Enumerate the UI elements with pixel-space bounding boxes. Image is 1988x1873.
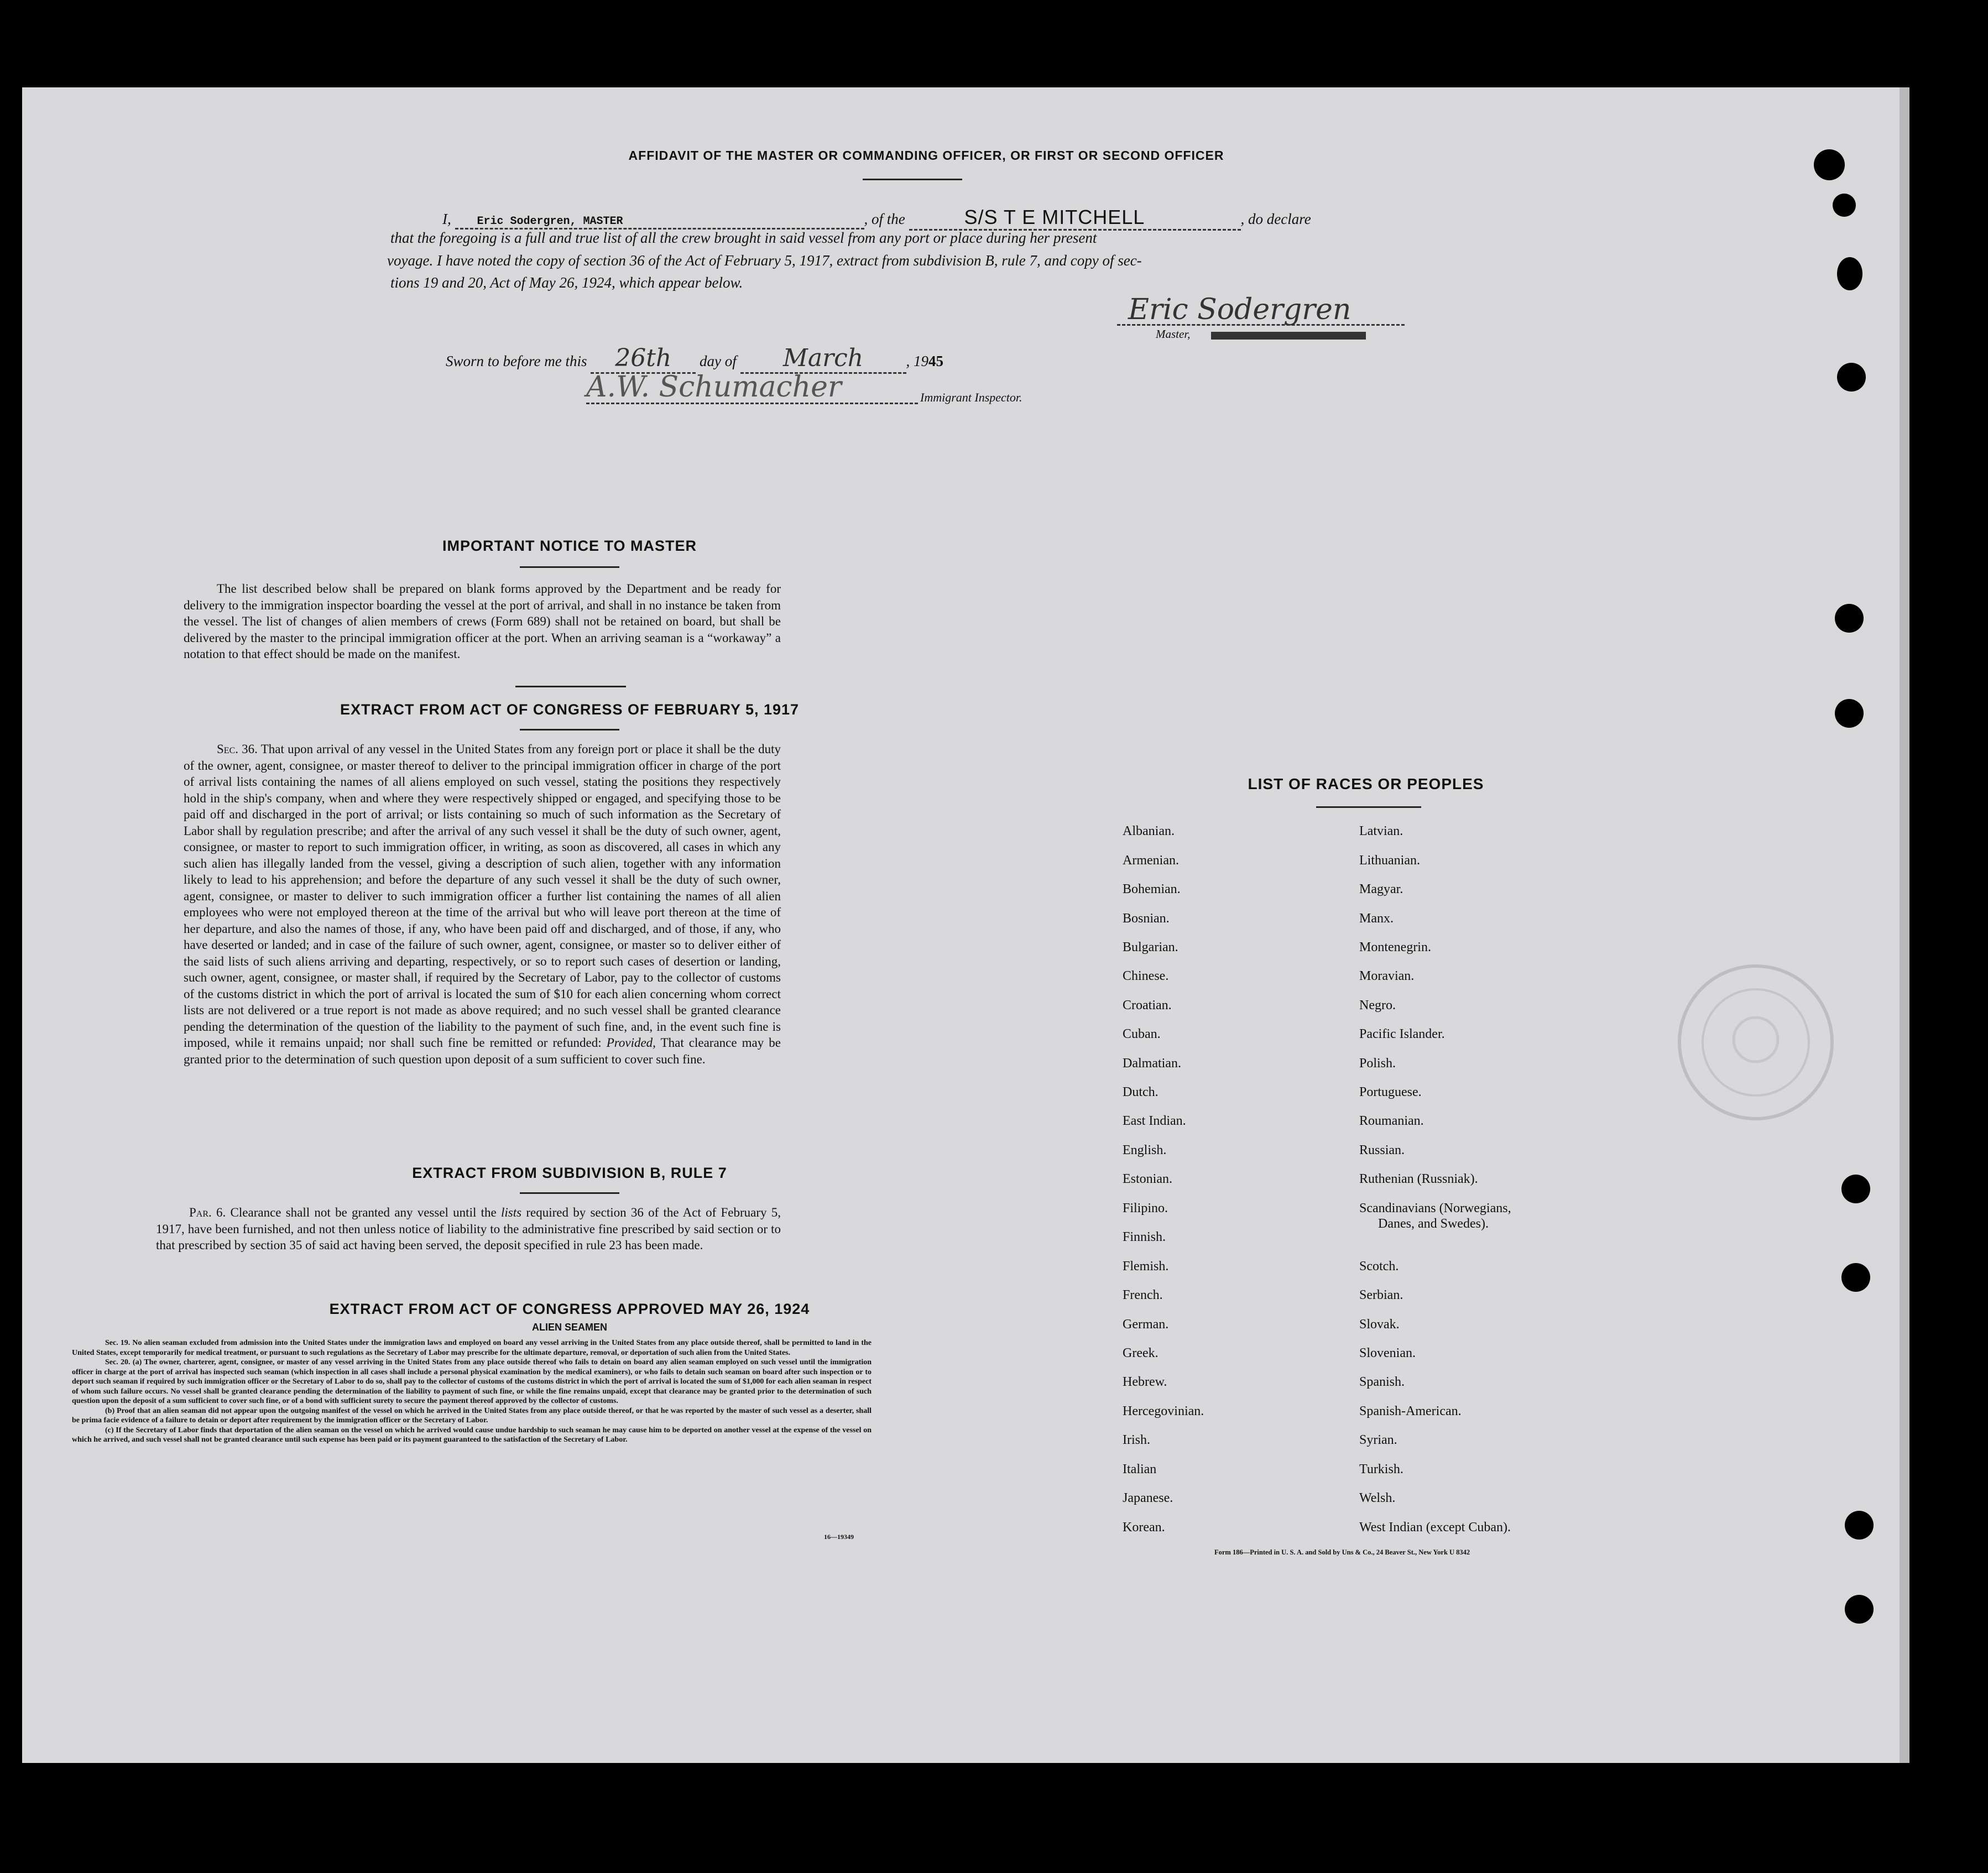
year-prefix: , 19 [906, 353, 928, 369]
paragraph-6-label: Par. 6. [189, 1206, 226, 1219]
master-name [455, 215, 864, 229]
race-item: Italian [1123, 1462, 1157, 1477]
declaration-line-4: tions 19 and 20, Act of May 26, 1924, which appear below. [390, 274, 743, 291]
race-item: Portuguese. [1359, 1085, 1422, 1099]
race-item: Bohemian. [1123, 882, 1181, 896]
punch-hole [1841, 1263, 1870, 1292]
form-code: 16—19349 [824, 1533, 854, 1541]
sworn-day [591, 344, 696, 374]
section-36-label: Sec. 36. [217, 742, 258, 756]
race-item: Russian. [1359, 1143, 1405, 1157]
extract-1917-text [184, 741, 781, 1067]
punch-hole [1841, 1175, 1870, 1203]
punch-hole [1835, 604, 1864, 633]
notice-text [184, 581, 781, 662]
section-20a: Sec. 20. (a) The owner, charterer, agent, consignee, or master of any vessel arriving in the United States from any place outside thereof who fails to detain on board any alien seaman employed on such vessel until the immigration officer in charge at the port of arrival has inspected such seaman (which inspection in all cases shall include a personal physical examination by the medical examiners), or who fails to detain such seaman on board after such inspection or to deport such seaman if required by such immigration officer or the Secretary of Labor to do so, shall pay to the collector of customs of the customs district in which the port of arrival is located the sum of $1,000 for each alien seaman in respect of whom such failure occurs. No vessel shall be granted clearance pending the determination of the liability to payment of such fine, or while the fine remains unpaid, except that clearance may be granted prior to the determination of such question upon the deposit of a sum sufficient to cover such fine, or of a bond with sufficient surety to secure the payment thereof approved by the collector of customs. [72, 1358, 872, 1405]
rule-7-title: EXTRACT FROM SUBDIVISION B, RULE 7 [412, 1165, 727, 1181]
section-20c: (c) If the Secretary of Labor finds that deportation of the alien seaman on the vessel on which he arrived would cause undue hardship to such seaman he may cause him to be deported on another vessel at the expense of the vessel on which he arrived, and such vessel shall not be granted clearance until such expense has been paid or its payment guaranteed to the satisfaction of the Secretary of Labor. [72, 1426, 872, 1444]
races-rule [1316, 806, 1421, 808]
master-caption: Master, [1156, 327, 1191, 341]
inspector-signature: A.W. Schumacher [586, 371, 842, 404]
master-signature: Eric Sodergren [1128, 293, 1352, 326]
race-item: Montenegrin. [1359, 940, 1431, 954]
section-36-text: That upon arrival of any vessel in the United States from any foreign port or place it shall be the duty of the owner, agent, consignee, or master thereof to deliver to the principal immigration officer in charge of the port of arrival lists containing the names of all aliens employed on such vessel, stating the positions they respectively hold in the ship's company, when and where they were respectively shipped or engaged, and specifying those to be paid off and discharged in the port of arrival; or lists containing so much of such information as the Secretary of Labor shall by regulation prescribe; and after the arrival of any such vessel it shall be the duty of such owner, agent, consignee, or master to report to such immigration officer, in writing, as soon as discovered, all cases in which any such alien has illegally landed from the vessel, giving a description of such alien, together with any information likely to lead to his apprehension; and before the departure of any such vessel it shall be the duty of such owner, agent, consignee, or master to deliver to such immigration officer a further list containing the names of all alien employees who were not employed thereon at the time of the arrival but who will leave port thereon at the time of her departure, and also the names of those, if any, who have been paid off and discharged, and of those, if any, who have deserted or landed; and in case of the failure of such owner, agent, consignee, or master so to deliver either of the said lists of such aliens arriving and departing, respectively, or so to report such cases of desertion or landing, such owner, agent, consignee, or master shall, if required by the Secretary of Labor, pay to the collector of customs of the customs district in which the port of arrival is located the sum of $10 for each alien concerning whom correct lists are not delivered or a true report is not made as above required; and no such vessel shall be granted clearance pending the determination of the question of the liability to the payment of such fine, and, in the event such fine is imposed, while it remains unpaid; nor shall such fine be remitted or refunded: [184, 742, 781, 1050]
race-item: Roumanian. [1359, 1114, 1424, 1128]
race-item: Korean. [1123, 1520, 1165, 1535]
provided-label: Provided, [606, 1036, 656, 1050]
punch-hole [1837, 363, 1866, 392]
vessel-name [909, 206, 1241, 231]
race-item: Flemish. [1123, 1259, 1169, 1274]
race-item: East Indian. [1123, 1114, 1186, 1128]
i-label: I, [442, 211, 451, 227]
inspector-signature-line [586, 403, 918, 404]
race-item: Moravian. [1359, 969, 1415, 983]
race-item: Cuban. [1123, 1027, 1161, 1041]
races-title: LIST OF RACES OR PEOPLES [1248, 775, 1484, 792]
race-item: Slovenian. [1359, 1346, 1416, 1360]
declaration-line-1 [442, 206, 1311, 231]
race-item: Hebrew. [1123, 1375, 1167, 1389]
race-item: Pacific Islander. [1359, 1027, 1445, 1041]
race-item: Syrian. [1359, 1433, 1397, 1447]
race-item: Slovak. [1359, 1317, 1400, 1332]
race-item: Serbian. [1359, 1288, 1403, 1302]
of-the-label: , of the [864, 211, 905, 227]
race-item: Spanish. [1359, 1375, 1405, 1389]
sworn-day-text: 26th [615, 344, 672, 372]
race-item: Lithuanian. [1359, 853, 1420, 868]
master-name-text: Eric Sodergren, MASTER [477, 215, 623, 228]
lists-word: lists [500, 1206, 522, 1219]
race-item: Chinese. [1123, 969, 1169, 983]
race-item: Estonian. [1123, 1172, 1172, 1186]
race-item: Filipino. [1123, 1201, 1168, 1215]
seal-stamp [1676, 962, 1836, 1123]
race-item: Latvian. [1359, 824, 1403, 838]
provided-text: That clearance may be granted prior to the determination of such question upon deposit of a sum sufficient to cover such fine. [184, 1036, 781, 1066]
section-19: Sec. 19. No alien seaman excluded from admission into the United States under the immigration laws and employed on board any vessel arriving in the United States from any place outside thereof, shall be permitted to land in the United States, except temporarily for medical treatment, or pursuant to such regulations as the Secretary of Labor may prescribe for the ultimate departure, removal, or deportation of such alien from the United States. [72, 1339, 872, 1357]
race-item: Bosnian. [1123, 911, 1170, 926]
declaration-line-2: that the foregoing is a full and true list of all the crew brought in said vessel from any port or place during her present [390, 229, 1097, 246]
race-item: Albanian. [1123, 824, 1175, 838]
punch-hole [1833, 194, 1856, 217]
struck-out-text [1211, 332, 1366, 340]
race-item: Croatian. [1123, 998, 1172, 1013]
race-item: Scandinavians (Norwegians, [1359, 1201, 1511, 1215]
printer-imprint: Form 186—Printed in U. S. A. and Sold by Uns & Co., 24 Beaver St., New York U 8342 [1214, 1548, 1470, 1556]
race-item: Japanese. [1123, 1491, 1173, 1505]
rule-7-rule [520, 1192, 619, 1194]
notice-rule [520, 566, 619, 568]
section-20b: (b) Proof that an alien seaman did not appear upon the outgoing manifest of the vessel on which he arrived in the United States from any place outside thereof, or that he was reported by the master of such vessel as a deserter, shall be prima facie evidence of a failure to detain or deport after requirement by the immigration officer or the Secretary of Labor. [72, 1406, 872, 1425]
day-of-label: day of [700, 353, 737, 369]
alien-seamen-subtitle: ALIEN SEAMEN [531, 1322, 607, 1333]
race-item: West Indian (except Cuban). [1359, 1520, 1511, 1535]
race-item: Bulgarian. [1123, 940, 1178, 954]
extract-1917-title: EXTRACT FROM ACT OF CONGRESS OF FEBRUARY 5, 1917 [340, 701, 800, 718]
affidavit-title: AFFIDAVIT OF THE MASTER OR COMMANDING OFFICER, OR FIRST OR SECOND OFFICER [628, 148, 1224, 163]
race-item: Spanish-American. [1359, 1404, 1462, 1418]
paragraph-6-text-b: required by section 36 of the Act of February 5, 1917, have been furnished, and not then unless notice of liability to the administrative fine prescribed by said section or to that prescribed by section 35 of said act having been served, the deposit specified in rule 23 has been made. [156, 1206, 781, 1252]
race-item: Finnish. [1123, 1230, 1166, 1244]
punch-hole [1845, 1595, 1874, 1624]
race-item: Magyar. [1359, 882, 1403, 896]
sworn-month-text: March [782, 344, 864, 372]
year-suffix: 45 [928, 353, 943, 369]
extract-1924-title: EXTRACT FROM ACT OF CONGRESS APPROVED MAY 26, 1924 [329, 1301, 810, 1317]
race-item: Dalmatian. [1123, 1056, 1181, 1071]
sworn-prefix: Sworn to before me this [446, 353, 587, 369]
race-item: English. [1123, 1143, 1167, 1157]
race-item: Dutch. [1123, 1085, 1159, 1099]
declaration-line-3: voyage. I have noted the copy of section 36 of the Act of February 5, 1917, extract from subdivision B, rule 7, and copy of sec- [387, 252, 1142, 269]
punch-hole [1835, 699, 1864, 728]
extract-1924-text [72, 1338, 872, 1445]
punch-hole [1845, 1511, 1874, 1540]
race-item: French. [1123, 1288, 1163, 1302]
race-item: Danes, and Swedes). [1378, 1217, 1489, 1231]
race-item: Turkish. [1359, 1462, 1403, 1477]
race-item: Scotch. [1359, 1259, 1399, 1274]
sworn-month [740, 344, 906, 374]
race-item: Ruthenian (Russniak). [1359, 1172, 1478, 1186]
rule-7-text [156, 1204, 781, 1254]
notice-title: IMPORTANT NOTICE TO MASTER [442, 538, 697, 554]
race-item: Greek. [1123, 1346, 1159, 1360]
notice-paragraph: The list described below shall be prepared on blank forms approved by the Department and be ready for delivery to the immigration inspector boarding the vessel at the port of arrival, and shall in no instance be taken from the vessel. The list of changes of alien members of crews (Form 689) shall not be retained on board, but shall be delivered by the master to the principal immigration officer at the port. When an arriving seaman is a “workaway” a notation to that effect should be made on the manifest. [184, 582, 781, 661]
race-item: Hercegovinian. [1123, 1404, 1204, 1418]
section-rule [515, 686, 626, 687]
sworn-line [446, 344, 943, 374]
race-item: Armenian. [1123, 853, 1179, 868]
race-item: Manx. [1359, 911, 1394, 926]
vessel-name-text: S/S T E MITCHELL [964, 206, 1145, 228]
extract-1917-rule [520, 729, 619, 731]
race-item: German. [1123, 1317, 1169, 1332]
race-item: Welsh. [1359, 1491, 1396, 1505]
race-item: Polish. [1359, 1056, 1396, 1071]
page-edge [1900, 87, 1909, 1763]
do-declare-label: , do declare [1240, 211, 1311, 227]
race-item: Negro. [1359, 998, 1396, 1013]
race-item: Irish. [1123, 1433, 1150, 1447]
paragraph-6 [156, 1204, 781, 1254]
inspector-caption: Immigrant Inspector. [920, 390, 1022, 404]
section-36-paragraph [184, 741, 781, 1067]
title-rule [863, 179, 962, 180]
paragraph-6-text-a: Clearance shall not be granted any vessel until the [230, 1206, 497, 1219]
punch-hole [1837, 257, 1862, 290]
master-signature-line [1117, 324, 1405, 326]
